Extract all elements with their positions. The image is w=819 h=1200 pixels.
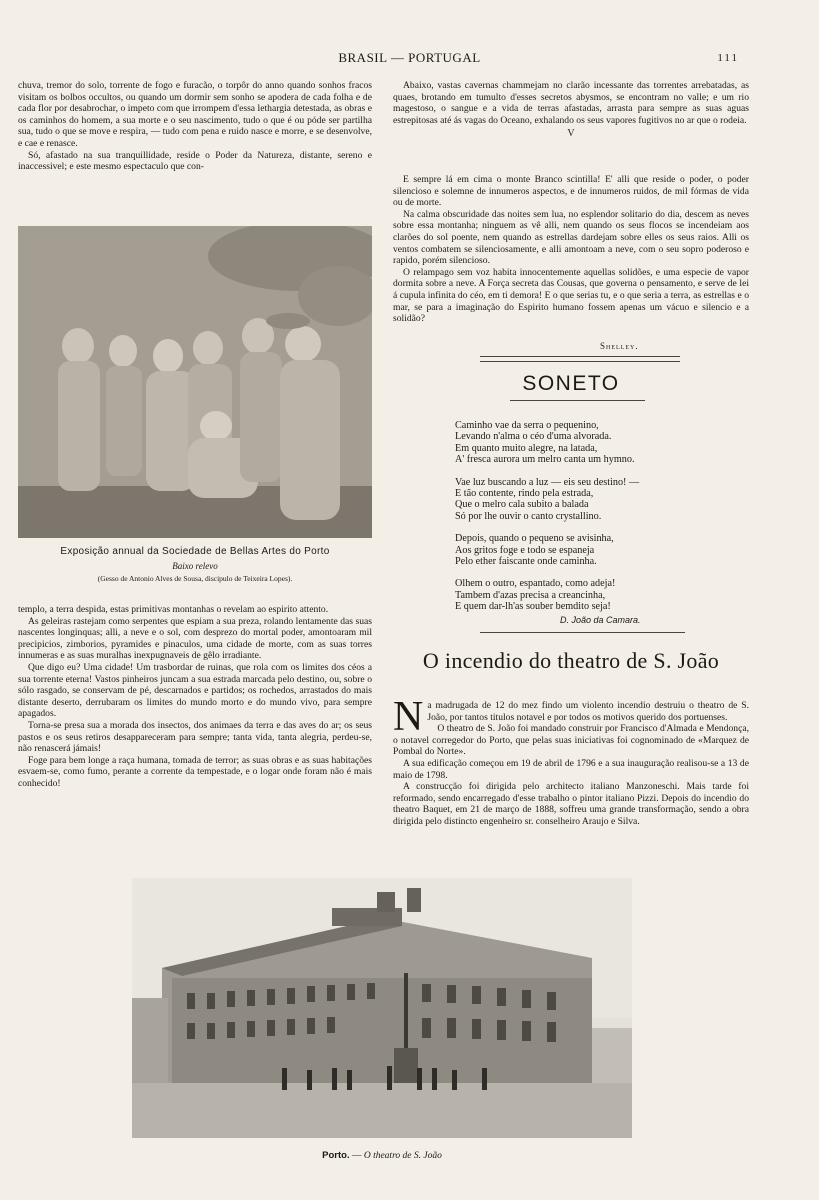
relief-caption-credit: (Gesso de Antonio Alves de Sousa, discipulo de Teixeira Lopes). — [97, 574, 293, 583]
poem-stanza — [455, 578, 745, 612]
caption-description: O theatro de S. João — [363, 1151, 442, 1161]
paragraph: O theatro de S. João foi mandado construir por Francisco d'Almada e Mendonça, o notavel corregedor do Porto, que pelas suas iniciativas foi cognominado de «Marquez de Pombal do Norte». — [393, 723, 749, 758]
paragraph: Na calma obscuridade das noites sem lua, no esplendor solitario do dia, descem as neves sobre essa montanha; ninguem as vê alli, nem quando os seus flocos se incendeiam aos clarões do sol poente, nem quando as estrellas dardejam sobre elles os seus raios. Alli os ventos combatem se silenciosamente, e alli amontoam a neve, com o seu sopro poderoso e rapido, porém silencioso. — [393, 208, 749, 267]
poem-line: Só por lhe ouvir o canto crystallino. — [455, 510, 602, 522]
article-title: O incendio do theatro de S. João — [422, 648, 720, 673]
poem-line: Depois, quando o pequeno se avisinha, — [455, 533, 614, 545]
poem-line: Olhem o outro, espantado, como adeja! — [455, 578, 616, 590]
poem-line: A' fresca aurora um melro canta um hymno. — [455, 454, 635, 466]
divider — [480, 361, 680, 362]
paragraph: E sempre lá em cima o monte Branco scintilla! E' alli que reside o poder, o poder silencioso e solemne de innumeros aspectos, e de innumeros ruidos, de mil fórmas de vida ou de morte. — [393, 174, 749, 209]
soneto-poem — [455, 420, 745, 624]
relief-caption-title: Exposição annual da Sociedade de Bellas Artes do Porto — [60, 546, 330, 557]
poem-line: Pelo ether faiscante onde caminha. — [455, 556, 597, 568]
paragraph: a madrugada de 12 do mez findo um violento incendio destruiu o theatro de S. João, por tantos titulos notavel e por todos os motivos querido dos portuenses. — [427, 700, 749, 723]
caption-place: Porto. — [322, 1150, 350, 1161]
paragraph: Só, afastado na sua tranquillidade, reside o Poder da Natureza, distante, sereno e inaccessivel; e este mesmo espectaculo que con- — [18, 149, 372, 173]
paragraph: A construcção foi dirigida pelo architecto italiano Manzoneschi. Mais tarde foi reformado, sendo encarregado d'esse trabalho o pintor italiano Pizzi. Depois do incendio do theatro Baquet, em 21 de março de 1888, soffreu uma grande transformação, sendo a obra dirigida pelo distincto engenheiro sr. conselheiro Araujo e Silva. — [393, 781, 749, 827]
running-header: BRASIL — PORTUGAL — [338, 50, 481, 65]
paragraph: Foge para bem longe a raça humana, tomada de terror; as suas obras e as suas habitações esvaem-se, como fumo, perante a corrente da tempestade, e o logar onde foram não é mais conhecido! — [18, 754, 372, 789]
paragraph: Abaixo, vastas cavernas chammejam no clarão incessante das torrentes arrebatadas, as quaes, brotando em tumulto d'esses secretos abysmos, se encontram no valle; e um rio magestoso, o sangue e a vida de terras afastadas, arrasta para sempre as suas aguas estrepitosas até ás vagas do Oceano, exhalando os seus vapores fugitivos no ar que o rodeia. — [393, 80, 749, 126]
theatre-illustration — [132, 878, 632, 1138]
poem-line: Em quanto muito alegre, na latada, — [455, 442, 598, 454]
poem-line: Vae luz buscando a luz — eis seu destino! — — [455, 476, 640, 488]
paragraph: A sua edificação começou em 19 de abril de 1796 e a sua inauguração realisou-se a 13 de maio de 1798. — [393, 757, 749, 781]
paragraph: chuva, tremor do solo, torrente de fogo e furacão, o torpôr do anno quando sonhos fracos visitam os bolbos occultos, ou quando um dormir sem sonho se apodera de cada folha e de cada flor por desabrochar, o impeto com que irrompem d'essa lethargia detestada, as obras e os caminhos do homem, a sua morte e o seu nascimento, tudo o que é ou póde ser partilha sua, tudo o que se move e respira, — tudo com pena e ruido nasce e morre, e se desenvolve, e cae e renasce. — [18, 80, 372, 149]
right-column-top-text — [393, 80, 749, 146]
poem-line: Caminho vae da serra o pequenino, — [455, 420, 599, 431]
paragraph: As geleiras rastejam como serpentes que espiam a sua preza, rolando lentamente das suas nascentes longinquas; alli, a neve e o sol, com desprezo do mortal poder, amontoaram mil precipicios, zimborios, pyramides e pinaculos, uma cidade de morte, com as suas torres innumeras e as suas muralhas inexpugnaveis de gêlo irradiante. — [18, 615, 372, 662]
paragraph: O relampago sem voz habita innocentemente aquellas solidões, e uma especie de vapor dormita sobre a neve. A Força secreta das Cousas, que governa o pensamento, e serve de lei á cupula infinita do céo, em ti demora! E o que serias tu, e o que seria a terra, as estrellas e o mar, se para a imaginação do Espirito humano fossem apenas um vácuo e silencio e a solidão? — [393, 266, 749, 325]
poem-line: Aos gritos foge e todo se espaneja — [455, 544, 595, 556]
page-number: 111 — [717, 52, 739, 64]
shelley-signature: Shelley. — [600, 341, 639, 351]
divider — [480, 632, 685, 633]
relief-caption-subtitle: Baixo relevo — [172, 561, 218, 571]
divider — [480, 356, 680, 357]
poem-line: Levando n'alma o céo d'uma alvorada. — [455, 431, 612, 443]
section-numeral: V — [567, 128, 575, 140]
bas-relief-photo — [18, 226, 372, 538]
poem-line: Tambem d'azas precisa a creancinha, — [455, 589, 606, 601]
article-body — [393, 694, 749, 828]
soneto-title: SONETO — [522, 372, 620, 395]
soneto-author: D. João da Camara. — [560, 615, 641, 625]
paragraph: Torna-se presa sua a morada dos insectos, dos animaes da terra e das aves do ar; os seus pastos e os seus retiros desappareceram para sempre; tanta vida, tanta alegria, perdeu-se, não renascerá jámais! — [18, 719, 372, 755]
poem-stanza — [455, 533, 745, 567]
poem-stanza — [455, 420, 745, 466]
poem-line: E quem dar-lh'as souber bemdito seja! — [455, 601, 611, 613]
right-column-mid-text — [393, 174, 749, 325]
theatre-photo — [132, 878, 632, 1138]
theatre-caption: Porto. — O theatro de S. João — [322, 1150, 442, 1161]
poem-line: Que o melro cala subito a balada — [455, 499, 589, 511]
paragraph: templo, a terra despida, estas primitivas montanhas o revelam ao espirito attento. — [18, 604, 329, 615]
left-column-bottom-text — [18, 604, 372, 790]
divider — [510, 400, 645, 401]
paragraph: Que digo eu? Uma cidade! Um trasbordar de ruinas, que rola com os limites dos céos a sua torrente eterna! Vastos pinheiros juncam a sua estrada marcada pelo destino, ou, sobre o sólo rasgado, se conservam de pé, descarnados e partidos; os rochedos, arrastados do mais distante deserto, derrubaram os limites do mundo morto e do mundo vivo, para sempre apagados. — [18, 661, 372, 720]
drop-cap: N — [393, 694, 424, 740]
left-column-top-text — [18, 80, 372, 173]
poem-stanza — [455, 477, 745, 523]
bas-relief-illustration — [18, 226, 372, 538]
poem-line: E tão contente, rindo pela estrada, — [455, 488, 594, 500]
